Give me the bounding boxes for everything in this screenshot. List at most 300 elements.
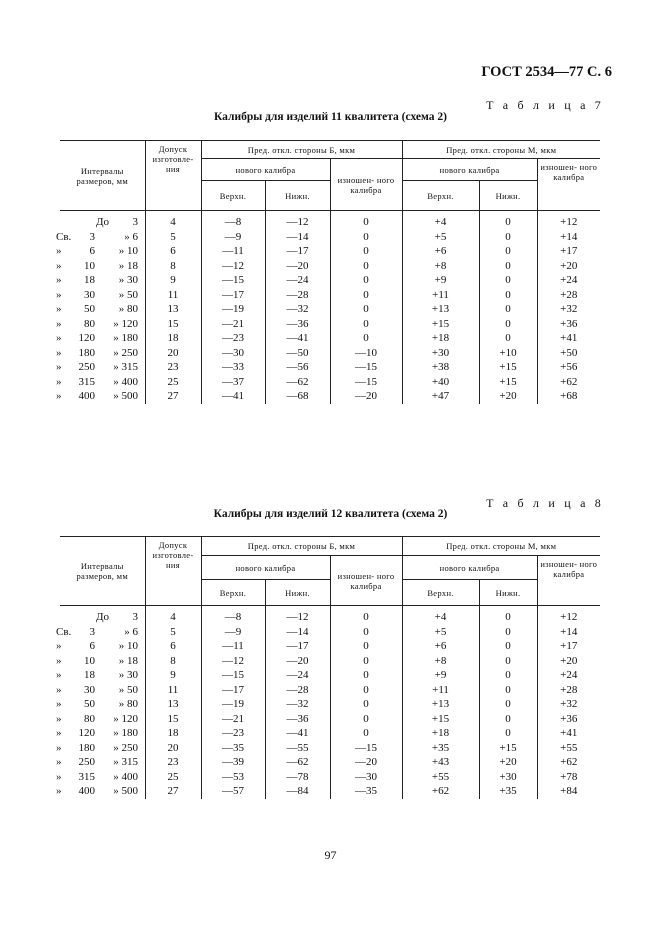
cell-b-upper: —35 [201, 741, 265, 756]
interval-from: 10 [84, 654, 95, 667]
interval-prefix: » [56, 640, 62, 652]
cell-b-lower: —24 [265, 668, 330, 683]
cell-m-upper: +18 [402, 331, 479, 346]
cell-interval [56, 317, 145, 332]
cell-b-lower: —84 [265, 784, 330, 799]
cell-b-upper: —23 [201, 331, 265, 346]
cell-m-upper: +40 [402, 375, 479, 390]
cell-m-worn: +17 [537, 244, 600, 259]
interval-from: 180 [78, 346, 95, 359]
cell-m-worn: +50 [537, 346, 600, 361]
interval-to: 3 [132, 216, 138, 228]
interval-prefix: » [56, 274, 62, 286]
cell-b-worn: 0 [330, 211, 402, 230]
cell-m-worn: +56 [537, 360, 600, 375]
interval-prefix: » [56, 390, 62, 402]
interval-to: » 120 [113, 712, 138, 725]
header-b-new-gauge: нового калибра [201, 556, 330, 580]
cell-b-lower: —14 [265, 230, 330, 245]
interval-to: » 18 [118, 259, 138, 272]
cell-tolerance: 9 [145, 273, 201, 288]
table-row [60, 331, 600, 346]
interval-prefix: » [56, 245, 62, 257]
cell-b-upper: —19 [201, 302, 265, 317]
cell-tolerance: 27 [145, 389, 201, 404]
cell-m-worn: +14 [537, 625, 600, 640]
interval-prefix: » [56, 756, 62, 768]
table-row [60, 211, 600, 230]
table-row [60, 668, 600, 683]
interval-from: 120 [78, 332, 95, 344]
header-b-worn-gauge: изношен- ного калибра [330, 159, 402, 211]
cell-m-upper: +6 [402, 639, 479, 654]
cell-interval [56, 654, 145, 669]
cell-interval [56, 625, 145, 640]
table-row [60, 360, 600, 375]
header-m-new-gauge: нового калибра [402, 556, 537, 580]
cell-b-worn: —20 [330, 389, 402, 404]
cell-m-lower: 0 [479, 273, 537, 288]
cell-b-lower: —17 [265, 244, 330, 259]
interval-prefix: » [56, 785, 62, 797]
cell-b-upper: —12 [201, 259, 265, 274]
interval-prefix: » [56, 654, 62, 667]
table-7-title: Калибры для изделий 11 квалитета (схема 2) [213, 111, 447, 123]
cell-m-upper: +4 [402, 606, 479, 625]
cell-b-lower: —17 [265, 639, 330, 654]
interval-from: 400 [78, 390, 95, 402]
interval-prefix: » [56, 332, 62, 344]
cell-b-worn: 0 [330, 697, 402, 712]
cell-m-upper: +13 [402, 697, 479, 712]
cell-m-lower: 0 [479, 726, 537, 741]
cell-b-upper: —23 [201, 726, 265, 741]
cell-b-worn: 0 [330, 230, 402, 245]
cell-b-worn: 0 [330, 244, 402, 259]
cell-m-worn: +24 [537, 273, 600, 288]
cell-tolerance: 6 [145, 639, 201, 654]
header-b-worn-gauge: изношен- ного калибра [330, 556, 402, 606]
interval-prefix: Св. [56, 625, 72, 638]
cell-m-lower: +10 [479, 346, 537, 361]
cell-m-lower: +15 [479, 360, 537, 375]
interval-prefix: » [56, 361, 62, 373]
interval-to: » 80 [118, 698, 138, 710]
cell-b-upper: —21 [201, 712, 265, 727]
cell-b-worn: —35 [330, 784, 402, 799]
interval-prefix: » [56, 727, 62, 739]
cell-interval [56, 741, 145, 756]
cell-b-upper: —19 [201, 697, 265, 712]
interval-from: 6 [89, 640, 95, 652]
cell-m-lower: +30 [479, 770, 537, 785]
cell-m-worn: +20 [537, 259, 600, 274]
cell-b-worn: 0 [330, 259, 402, 274]
cell-interval [56, 697, 145, 712]
cell-m-upper: +6 [402, 244, 479, 259]
cell-b-upper: —11 [201, 244, 265, 259]
header-side-b: Пред. откл. стороны Б, мкм [201, 537, 402, 556]
header-m-worn-gauge: изношен- ного калибра [537, 556, 600, 606]
cell-tolerance: 23 [145, 360, 201, 375]
cell-b-worn: 0 [330, 654, 402, 669]
cell-tolerance: 25 [145, 770, 201, 785]
interval-prefix: » [56, 669, 62, 681]
table-row [60, 741, 600, 756]
cell-interval [56, 244, 145, 259]
interval-to: » 120 [113, 317, 138, 330]
cell-m-upper: +30 [402, 346, 479, 361]
header-tolerance: Допуск изготовле- ния [145, 537, 201, 606]
table-8 [56, 536, 600, 799]
cell-m-upper: +15 [402, 317, 479, 332]
cell-m-upper: +15 [402, 712, 479, 727]
interval-prefix: » [56, 288, 62, 301]
cell-tolerance: 18 [145, 726, 201, 741]
cell-b-lower: —12 [265, 606, 330, 625]
header-m-new-gauge: нового калибра [402, 159, 537, 181]
cell-m-worn: +55 [537, 741, 600, 756]
header-intervals: Интервалы размеров, мм [60, 537, 145, 606]
cell-m-lower: 0 [479, 712, 537, 727]
interval-prefix: » [56, 259, 62, 272]
cell-b-upper: —12 [201, 654, 265, 669]
cell-b-upper: —17 [201, 683, 265, 698]
cell-m-worn: +32 [537, 302, 600, 317]
cell-tolerance: 11 [145, 288, 201, 303]
interval-prefix: » [56, 712, 62, 725]
cell-b-lower: —36 [265, 712, 330, 727]
interval-to: » 315 [113, 756, 138, 768]
cell-b-upper: —21 [201, 317, 265, 332]
cell-b-worn: —10 [330, 346, 402, 361]
cell-interval [56, 346, 145, 361]
cell-interval [56, 273, 145, 288]
cell-b-worn: 0 [330, 331, 402, 346]
interval-prefix: » [56, 375, 62, 388]
cell-b-upper: —17 [201, 288, 265, 303]
table-row [60, 683, 600, 698]
interval-to: » 250 [113, 741, 138, 754]
cell-interval [60, 606, 145, 625]
cell-m-upper: +5 [402, 230, 479, 245]
cell-b-worn: 0 [330, 302, 402, 317]
cell-m-lower: 0 [479, 317, 537, 332]
cell-b-lower: —55 [265, 741, 330, 756]
cell-m-worn: +41 [537, 331, 600, 346]
interval-to: » 315 [113, 361, 138, 373]
cell-m-worn: +62 [537, 755, 600, 770]
interval-prefix: » [56, 317, 62, 330]
cell-b-worn: 0 [330, 606, 402, 625]
cell-b-lower: —68 [265, 389, 330, 404]
cell-b-upper: —11 [201, 639, 265, 654]
cell-b-upper: —8 [201, 211, 265, 230]
interval-to: » 250 [113, 346, 138, 359]
cell-b-lower: —32 [265, 302, 330, 317]
cell-b-lower: —20 [265, 259, 330, 274]
header-b-upper: Верхн. [201, 181, 265, 211]
cell-m-upper: +11 [402, 288, 479, 303]
table-row [60, 712, 600, 727]
cell-m-lower: +15 [479, 741, 537, 756]
table-row [60, 375, 600, 390]
cell-b-upper: —39 [201, 755, 265, 770]
cell-b-lower: —24 [265, 273, 330, 288]
cell-m-lower: 0 [479, 639, 537, 654]
cell-b-lower: —62 [265, 375, 330, 390]
cell-m-upper: +5 [402, 625, 479, 640]
cell-b-upper: —9 [201, 230, 265, 245]
cell-m-worn: +28 [537, 288, 600, 303]
cell-m-worn: +62 [537, 375, 600, 390]
cell-m-upper: +9 [402, 668, 479, 683]
cell-b-lower: —32 [265, 697, 330, 712]
cell-m-worn: +78 [537, 770, 600, 785]
cell-m-lower: 0 [479, 259, 537, 274]
cell-b-worn: 0 [330, 639, 402, 654]
cell-b-upper: —8 [201, 606, 265, 625]
cell-b-lower: —41 [265, 331, 330, 346]
cell-b-lower: —56 [265, 360, 330, 375]
interval-to: » 50 [118, 683, 138, 696]
cell-b-upper: —41 [201, 389, 265, 404]
interval-from: 80 [84, 712, 95, 725]
cell-m-upper: +11 [402, 683, 479, 698]
interval-from: До [96, 216, 110, 228]
table-row [60, 230, 600, 245]
cell-tolerance: 11 [145, 683, 201, 698]
cell-m-upper: +55 [402, 770, 479, 785]
cell-b-lower: —12 [265, 211, 330, 230]
interval-to: » 80 [118, 303, 138, 315]
table-row [60, 606, 600, 625]
cell-b-worn: 0 [330, 317, 402, 332]
interval-prefix: » [56, 683, 62, 696]
cell-interval [56, 755, 145, 770]
table-row [60, 726, 600, 741]
cell-b-upper: —15 [201, 668, 265, 683]
cell-interval [56, 302, 145, 317]
cell-b-lower: —36 [265, 317, 330, 332]
cell-b-worn: —15 [330, 741, 402, 756]
cell-interval [56, 375, 145, 390]
cell-m-upper: +8 [402, 654, 479, 669]
interval-from: 250 [78, 756, 95, 768]
interval-from: 3 [89, 230, 95, 243]
table-row [60, 317, 600, 332]
interval-to: » 50 [118, 288, 138, 301]
header-side-b: Пред. откл. стороны Б, мкм [201, 141, 402, 159]
interval-to: » 180 [113, 332, 138, 344]
cell-tolerance: 18 [145, 331, 201, 346]
table-row [60, 784, 600, 799]
cell-tolerance: 15 [145, 712, 201, 727]
cell-tolerance: 5 [145, 625, 201, 640]
cell-b-upper: —57 [201, 784, 265, 799]
cell-m-worn: +41 [537, 726, 600, 741]
cell-interval [56, 668, 145, 683]
interval-from: 18 [84, 669, 95, 681]
interval-to: » 400 [113, 770, 138, 783]
interval-from: 10 [84, 259, 95, 272]
interval-from: 50 [84, 303, 95, 315]
cell-tolerance: 13 [145, 697, 201, 712]
table-row [60, 755, 600, 770]
cell-b-upper: —53 [201, 770, 265, 785]
table-row [60, 288, 600, 303]
table-8-body [56, 606, 600, 799]
cell-m-lower: 0 [479, 654, 537, 669]
header-tolerance: Допуск изготовле- ния [145, 141, 201, 211]
interval-to: » 10 [118, 245, 138, 257]
table-row [60, 770, 600, 785]
header-b-lower: Нижн. [265, 181, 330, 211]
interval-from: 120 [78, 727, 95, 739]
interval-from: 400 [78, 785, 95, 797]
cell-b-lower: —20 [265, 654, 330, 669]
cell-b-lower: —41 [265, 726, 330, 741]
interval-from: 6 [89, 245, 95, 257]
table-row [60, 273, 600, 288]
interval-from: 80 [84, 317, 95, 330]
interval-from: 180 [78, 741, 95, 754]
cell-m-worn: +28 [537, 683, 600, 698]
cell-b-upper: —9 [201, 625, 265, 640]
cell-m-upper: +35 [402, 741, 479, 756]
cell-tolerance: 15 [145, 317, 201, 332]
interval-from: 315 [78, 375, 95, 388]
cell-m-worn: +17 [537, 639, 600, 654]
header-b-lower: Нижн. [265, 580, 330, 606]
cell-m-upper: +38 [402, 360, 479, 375]
cell-b-lower: —78 [265, 770, 330, 785]
header-side-m: Пред. откл. стороны М, мкм [402, 537, 600, 556]
header-intervals: Интервалы размеров, мм [60, 141, 145, 211]
cell-m-lower: +35 [479, 784, 537, 799]
cell-b-upper: —30 [201, 346, 265, 361]
cell-interval [56, 360, 145, 375]
cell-m-lower: 0 [479, 211, 537, 230]
cell-tolerance: 4 [145, 211, 201, 230]
cell-m-worn: +36 [537, 317, 600, 332]
cell-m-lower: 0 [479, 331, 537, 346]
cell-interval [56, 331, 145, 346]
header-side-m: Пред. откл. стороны М, мкм [402, 141, 600, 159]
cell-tolerance: 27 [145, 784, 201, 799]
cell-b-worn: 0 [330, 625, 402, 640]
cell-b-lower: —50 [265, 346, 330, 361]
interval-from: 250 [78, 361, 95, 373]
cell-m-worn: +32 [537, 697, 600, 712]
table-row [60, 639, 600, 654]
cell-m-upper: +8 [402, 259, 479, 274]
table-7-body [56, 211, 600, 404]
cell-m-lower: 0 [479, 288, 537, 303]
interval-prefix: » [56, 741, 62, 754]
cell-b-lower: —14 [265, 625, 330, 640]
cell-b-worn: 0 [330, 726, 402, 741]
cell-interval [60, 211, 145, 230]
page-number: 97 [324, 848, 337, 862]
table-8-label: Т а б л и ц а 8 [486, 496, 604, 510]
interval-prefix: » [56, 346, 62, 359]
interval-prefix: » [56, 698, 62, 710]
cell-m-lower: 0 [479, 625, 537, 640]
cell-tolerance: 8 [145, 654, 201, 669]
cell-b-worn: —20 [330, 755, 402, 770]
cell-m-worn: +84 [537, 784, 600, 799]
table-7 [56, 140, 600, 404]
header-b-upper: Верхн. [201, 580, 265, 606]
cell-b-worn: —15 [330, 360, 402, 375]
interval-to: » 6 [124, 230, 138, 243]
cell-m-lower: +15 [479, 375, 537, 390]
cell-tolerance: 5 [145, 230, 201, 245]
cell-m-worn: +24 [537, 668, 600, 683]
cell-m-worn: +68 [537, 389, 600, 404]
interval-to: » 400 [113, 375, 138, 388]
cell-interval [56, 288, 145, 303]
cell-m-upper: +43 [402, 755, 479, 770]
interval-from: 50 [84, 698, 95, 710]
cell-m-worn: +12 [537, 211, 600, 230]
cell-m-lower: 0 [479, 606, 537, 625]
interval-to: » 500 [113, 390, 138, 402]
header-m-lower: Нижн. [479, 580, 537, 606]
cell-m-lower: +20 [479, 389, 537, 404]
cell-tolerance: 23 [145, 755, 201, 770]
cell-m-upper: +13 [402, 302, 479, 317]
cell-b-lower: —28 [265, 288, 330, 303]
cell-tolerance: 20 [145, 741, 201, 756]
cell-m-lower: 0 [479, 668, 537, 683]
interval-from: 3 [89, 625, 95, 638]
table-row [60, 259, 600, 274]
cell-b-worn: 0 [330, 712, 402, 727]
interval-prefix: Св. [56, 230, 72, 243]
cell-tolerance: 6 [145, 244, 201, 259]
table-row [60, 302, 600, 317]
cell-tolerance: 4 [145, 606, 201, 625]
interval-from: 30 [84, 683, 95, 696]
interval-prefix: » [56, 770, 62, 783]
cell-interval [56, 259, 145, 274]
cell-b-lower: —28 [265, 683, 330, 698]
interval-to: 3 [132, 611, 138, 623]
cell-tolerance: 25 [145, 375, 201, 390]
interval-prefix: » [56, 303, 62, 315]
cell-interval [56, 712, 145, 727]
cell-m-upper: +9 [402, 273, 479, 288]
cell-m-lower: +20 [479, 755, 537, 770]
header-b-new-gauge: нового калибра [201, 159, 330, 181]
interval-to: » 500 [113, 785, 138, 797]
interval-to: » 180 [113, 727, 138, 739]
interval-from: 18 [84, 274, 95, 286]
interval-from: До [96, 611, 110, 623]
interval-to: » 6 [124, 625, 138, 638]
cell-m-lower: 0 [479, 683, 537, 698]
cell-b-worn: —30 [330, 770, 402, 785]
table-row [60, 697, 600, 712]
cell-m-worn: +12 [537, 606, 600, 625]
cell-b-upper: —37 [201, 375, 265, 390]
cell-m-worn: +36 [537, 712, 600, 727]
table-row [60, 244, 600, 259]
cell-b-worn: 0 [330, 288, 402, 303]
table-row [60, 389, 600, 404]
